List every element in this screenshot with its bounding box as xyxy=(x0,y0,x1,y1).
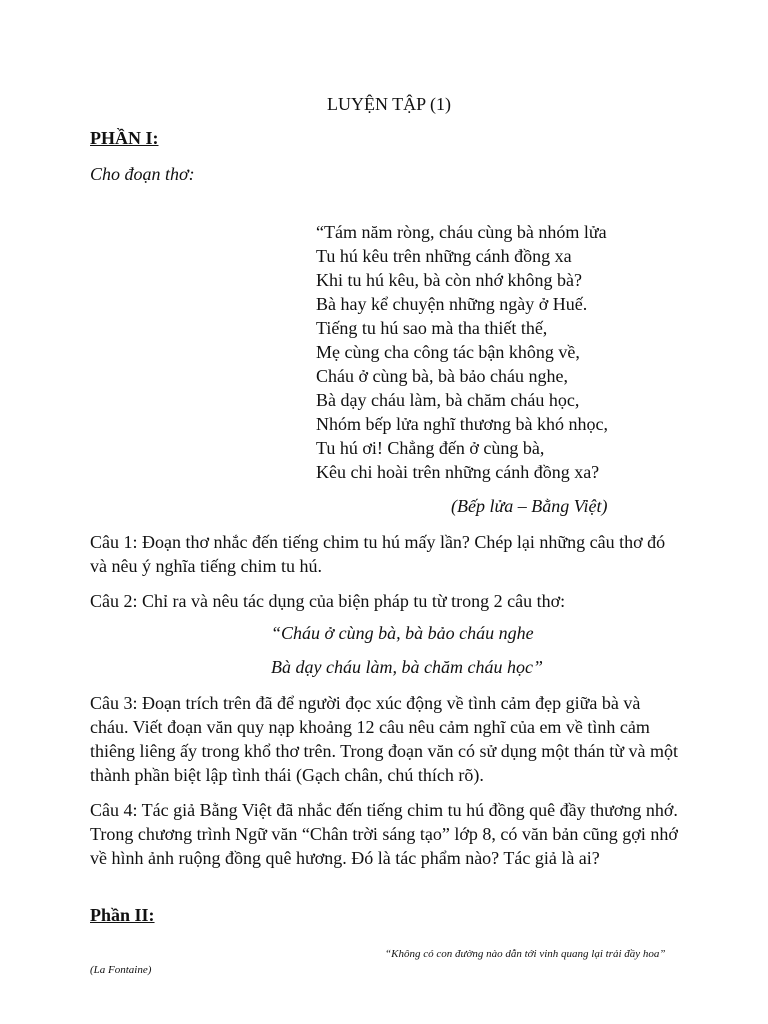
poem-line: Bà dạy cháu làm, bà chăm cháu học, xyxy=(316,390,580,410)
poem-block xyxy=(316,220,608,484)
question-2: Câu 2: Chỉ ra và nêu tác dụng của biện pháp tu từ trong 2 câu thơ: xyxy=(90,591,566,611)
part-2-heading: Phần II: xyxy=(90,905,155,925)
poem-line: Khi tu hú kêu, bà còn nhớ không bà? xyxy=(316,270,582,290)
epigraph-quote: “Không có con đường nào dẫn tới vinh quang lại trải đầy hoa” (La Fontaine) xyxy=(90,948,666,976)
poem-line: Kêu chi hoài trên những cánh đồng xa? xyxy=(316,462,600,482)
poem-intro: Cho đoạn thơ: xyxy=(90,164,195,184)
question-2-quote-line: “Cháu ở cùng bà, bà bảo cháu nghe xyxy=(271,623,534,643)
part-1-heading: PHẦN I: xyxy=(90,128,159,148)
page-title: LUYỆN TẬP (1) xyxy=(327,94,451,114)
question-3: Câu 3: Đoạn trích trên đã để người đọc xúc động về tình cảm đẹp giữa bà và cháu. Viết đoạn văn quy nạp khoảng 12 câu nêu cảm nghĩ của em về tình cảm thiêng liêng ấy trong khổ thơ trên. Trong đoạn văn có sử dụng một thán từ và một thành phần biệt lập tình thái (Gạch chân, chú thích rõ). xyxy=(90,693,678,785)
poem-line: Tu hú ơi! Chẳng đến ở cùng bà, xyxy=(316,438,545,458)
poem-source: (Bếp lửa – Bằng Việt) xyxy=(451,496,608,516)
poem-line: Mẹ cùng cha công tác bận không về, xyxy=(316,342,580,362)
question-4: Câu 4: Tác giả Bằng Việt đã nhắc đến tiếng chim tu hú đồng quê đầy thương nhớ. Trong chương trình Ngữ văn “Chân trời sáng tạo” lớp 8, có văn bản cũng gợi nhớ về hình ảnh ruộng đồng quê hương. Đó là tác phẩm nào? Tác giả là ai? xyxy=(90,800,678,868)
question-2-quote-line: Bà dạy cháu làm, bà chăm cháu học” xyxy=(271,657,543,677)
poem-line: Bà hay kể chuyện những ngày ở Huế. xyxy=(316,294,588,314)
poem-line: Tu hú kêu trên những cánh đồng xa xyxy=(316,246,572,266)
poem-line: Nhóm bếp lửa nghĩ thương bà khó nhọc, xyxy=(316,414,608,434)
poem-line: “Tám năm ròng, cháu cùng bà nhóm lửa xyxy=(316,222,607,242)
poem-line: Tiếng tu hú sao mà tha thiết thế, xyxy=(316,318,548,338)
question-1: Câu 1: Đoạn thơ nhắc đến tiếng chim tu hú mấy lần? Chép lại những câu thơ đó và nêu ý nghĩa tiếng chim tu hú. xyxy=(90,532,666,576)
poem-line: Cháu ở cùng bà, bà bảo cháu nghe, xyxy=(316,366,568,386)
